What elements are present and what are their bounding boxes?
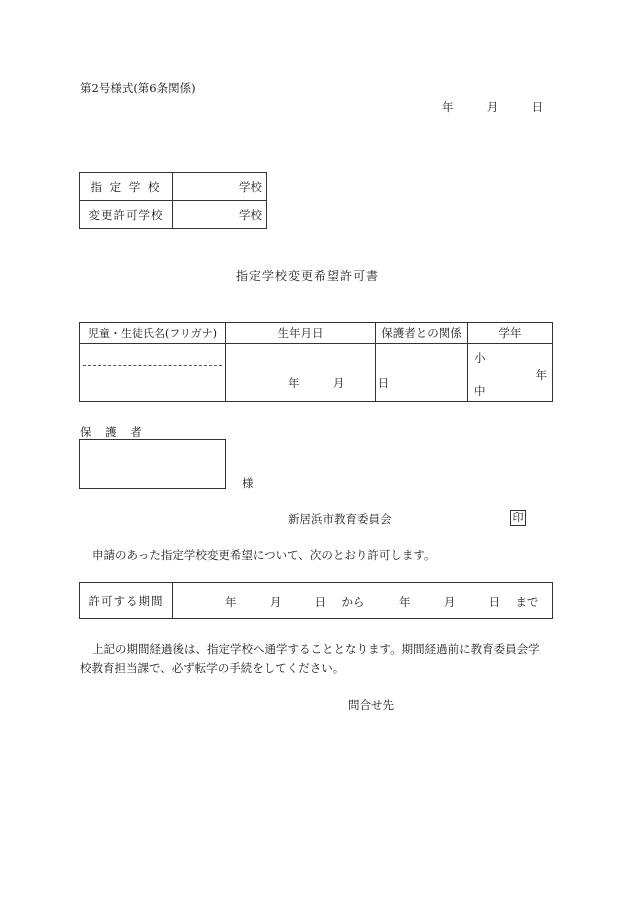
guardian-field[interactable] [79, 439, 226, 489]
from-day: 日 [314, 595, 327, 609]
document-title: 指定学校変更希望許可書 [236, 269, 380, 283]
date-year: 年 [442, 100, 454, 114]
period-label: 許可する期間 [80, 583, 173, 619]
designated-school-label: 指 定 学 校 [80, 173, 173, 201]
designated-school-suffix: 学校 [239, 179, 262, 194]
to-day: 日 [488, 595, 501, 609]
birthdate-units [288, 375, 389, 391]
to-month: 月 [443, 595, 456, 609]
school-table [79, 172, 267, 229]
to-year: 年 [399, 595, 411, 609]
changed-school-suffix: 学校 [239, 207, 262, 222]
guardian-honorific: 様 [242, 476, 254, 490]
birth-year: 年 [288, 376, 300, 390]
to-made: まで [515, 595, 539, 609]
from-year: 年 [225, 595, 237, 609]
header-birthdate: 生年月日 [226, 323, 376, 344]
form-number: 第2号様式(第6条関係) [80, 81, 196, 95]
issuer: 新居浜市教育委員会 [288, 512, 392, 526]
grade-year-suffix: 年 [535, 368, 547, 382]
relationship-field[interactable] [376, 344, 468, 402]
designated-school-field[interactable] [173, 173, 267, 201]
birth-day: 日 [377, 376, 390, 390]
grade-field[interactable] [468, 344, 553, 402]
period-from [225, 594, 364, 610]
guardian-label: 保 護 者 [80, 425, 147, 439]
period-field[interactable] [173, 583, 553, 619]
birthdate-field[interactable] [226, 344, 390, 402]
period-table [79, 582, 553, 619]
period-to [399, 594, 538, 610]
grade-middle: 中 [474, 384, 486, 398]
header-student-name: 児童・生徒氏名(フリガナ) [80, 323, 226, 344]
from-kara: から [341, 595, 365, 609]
changed-school-label: 変更許可学校 [80, 201, 173, 229]
grade-elementary: 小 [474, 351, 486, 365]
permission-statement: 申請のあった指定学校変更希望について、次のとおり許可します。 [92, 548, 436, 562]
seal-mark: 印 [510, 510, 526, 526]
student-name-field[interactable] [80, 344, 226, 402]
note-line-2: 校教育担当課で、必ず転学の手続をしてください。 [80, 661, 345, 675]
from-month: 月 [269, 595, 282, 609]
date-month: 月 [486, 100, 499, 114]
header-grade: 学年 [468, 323, 553, 344]
date-line [442, 99, 543, 115]
birth-month: 月 [332, 376, 345, 390]
date-day: 日 [531, 100, 544, 114]
contact-label: 問合せ先 [348, 698, 394, 712]
student-table [79, 322, 553, 402]
header-relationship: 保護者との関係 [376, 323, 468, 344]
changed-school-field[interactable] [173, 201, 267, 229]
furigana-divider [83, 365, 222, 366]
note-line-1: 上記の期間経過後は、指定学校へ通学することとなります。期間経過前に教育委員会学 [92, 642, 540, 656]
